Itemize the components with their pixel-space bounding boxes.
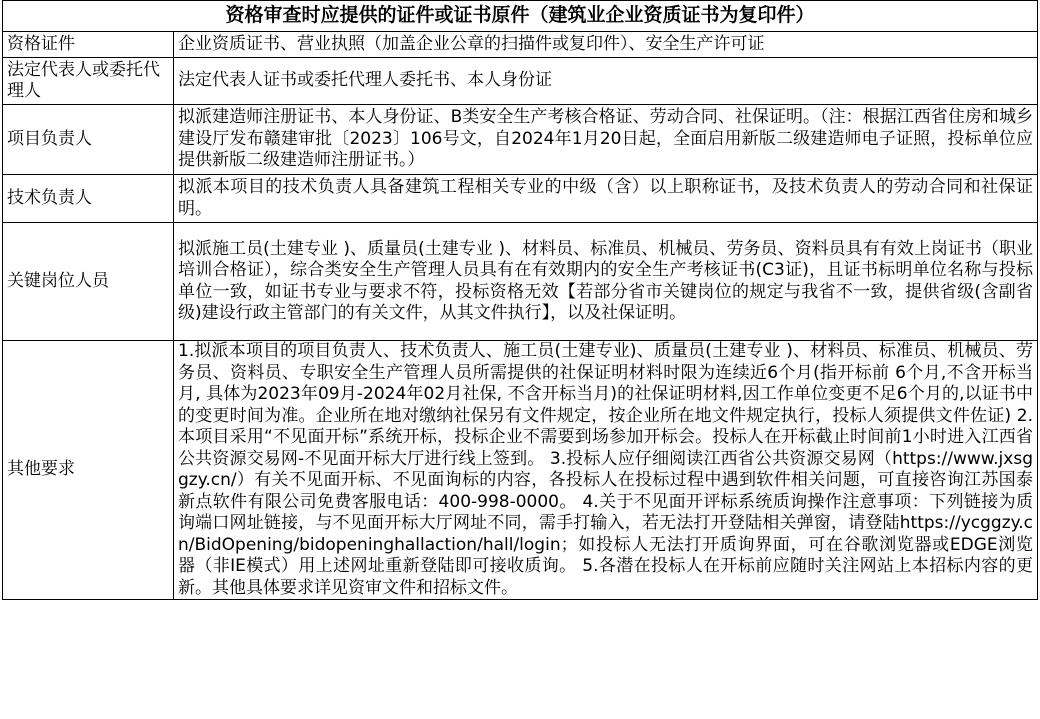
table-row bbox=[3, 32, 1038, 58]
title-row bbox=[3, 1, 1038, 32]
row-content-other: 1.拟派本项目的项目负责人、技术负责人、施工员(土建专业)、质量员(土建专业 )、材料员、标准员、机械员、劳务员、资料员、专职安全生产管理人员所需提供的社保证明材料时限为连续近6个月(指开标前 6个月,不含开标当月, 具体为2023年09月-2024年02月社保, 不含开标当月)的社保证明材料,因工作单位变更不足6个月的,以证书中的变更时间为准。企业所在地对缴纳社保另有文件规定，按企业所在地文件规定执行，投标人须提供文件佐证) 2.本项目采用“不见面开标”系统开标，投标企业不需要到场参加开标会。投标人在开标截止时间前1小时进入江西省公共资源交易网-不见面开标大厅进行线上签到。 3.投标人应仔细阅读江西省公共资源交易网（https://www.jxsggzy.cn/）有关不见面开标、不见面询标的内容，各投标人在投标过程中遇到软件相关问题，可直接咨询江苏国泰新点软件有限公司免费客服电话：400-998-0000。 4.关于不见面开评标系统质询操作注意事项：下列链接为质询端口网址链接，与不见面开标大厅网址不同，需手打输入，若无法打开登陆相关弹窗，请登陆https://ycggzy.cn/BidOpening/bidopeninghallaction/hall/login；如投标人无法打开质询界面，可在谷歌浏览器或EDGE浏览器（非IE模式）用上述网址重新登陆即可接收质询。 5.各潜在投标人在开标前应随时关注网站上本招标内容的更新。其他具体要求详见资审文件和招标文件。 bbox=[174, 341, 1038, 600]
row-label-legal-rep: 法定代表人或委托代理人 bbox=[3, 58, 174, 105]
table-row bbox=[3, 341, 1038, 600]
row-content-qualification: 企业资质证书、营业执照（加盖企业公章的扫描件或复印件）、安全生产许可证 bbox=[174, 32, 1038, 58]
table-row bbox=[3, 223, 1038, 341]
row-content-tech-lead: 拟派本项目的技术负责人具备建筑工程相关专业的中级（含）以上职称证书，及技术负责人的劳动合同和社保证明。 bbox=[174, 175, 1038, 223]
table-row bbox=[3, 58, 1038, 105]
table-row bbox=[3, 105, 1038, 175]
table-title: 资格审查时应提供的证件或证书原件（建筑业企业资质证书为复印件） bbox=[3, 1, 1038, 32]
row-label-project-manager: 项目负责人 bbox=[3, 105, 174, 175]
row-label-other: 其他要求 bbox=[3, 341, 174, 600]
row-content-project-manager: 拟派建造师注册证书、本人身份证、B类安全生产考核合格证、劳动合同、社保证明。（注：根据江西省住房和城乡建设厅发布赣建审批〔2023〕106号文，自2024年1月20日起，全面启用新版二级建造师电子证照，投标单位应提供新版二级建造师注册证书。） bbox=[174, 105, 1038, 175]
table-row bbox=[3, 175, 1038, 223]
row-label-tech-lead: 技术负责人 bbox=[3, 175, 174, 223]
row-content-key-personnel: 拟派施工员(土建专业 )、质量员(土建专业 )、材料员、标准员、机械员、劳务员、资料员具有有效上岗证书（职业培训合格证），综合类安全生产管理人员具有在有效期内的安全生产考核证书(C3证)，且证书标明单位名称与投标单位一致，如证书专业与要求不符，投标资格无效【若部分省市关键岗位的规定与我省不一致，提供省级(含副省级)建设行政主管部门的有关文件，从其文件执行】，以及社保证明。 bbox=[174, 223, 1038, 341]
row-content-legal-rep: 法定代表人证书或委托代理人委托书、本人身份证 bbox=[174, 58, 1038, 105]
row-label-key-personnel: 关键岗位人员 bbox=[3, 223, 174, 341]
qualification-table bbox=[2, 0, 1038, 600]
row-label-qualification: 资格证件 bbox=[3, 32, 174, 58]
